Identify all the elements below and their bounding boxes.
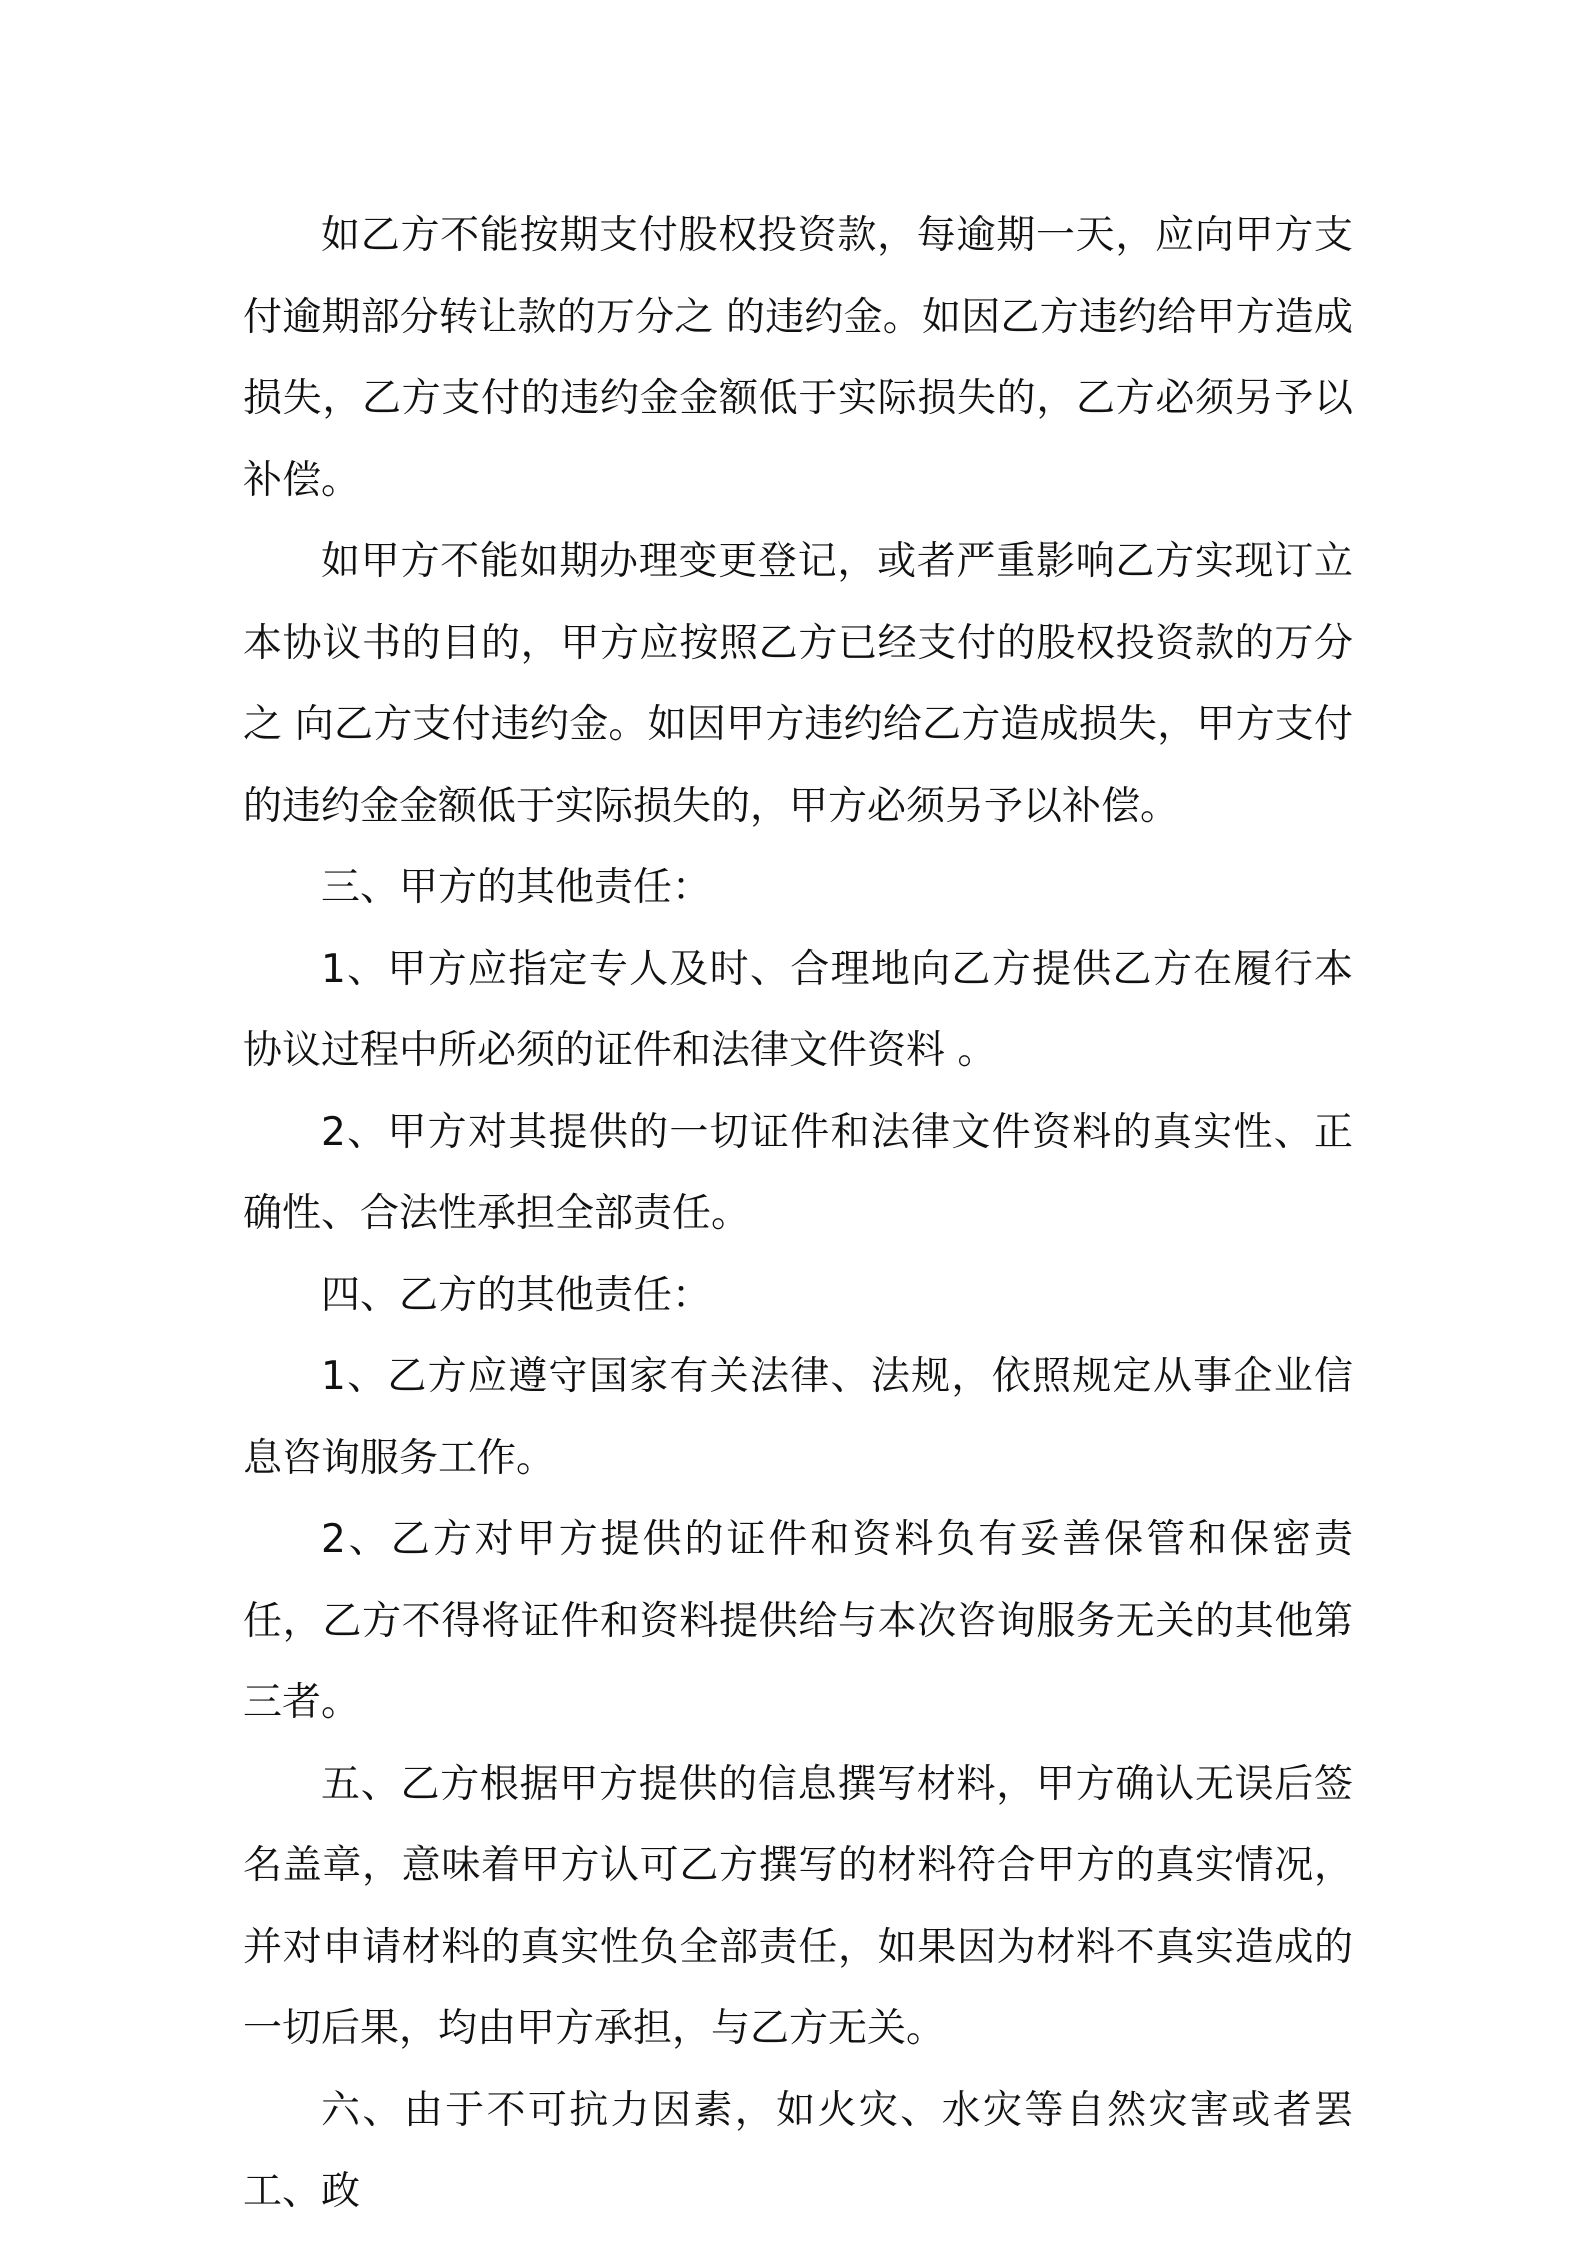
section-heading-party-b-duties: 四、乙方的其他责任： — [321, 1272, 712, 1318]
document-body — [243, 195, 1353, 2233]
paragraph-party-a-duty-1: 1、甲方应指定专人及时、合理地向乙方提供乙方在履行本协议过程中所必须的证件和法律文件资料 。 — [243, 946, 1353, 1073]
paragraph-party-a-duty-2: 2、甲方对其提供的一切证件和法律文件资料的真实性、正确性、合法性承担全部责任。 — [243, 1109, 1353, 1236]
paragraph-party-b-duty-1: 1、乙方应遵守国家有关法律、法规，依照规定从事企业信息咨询服务工作。 — [243, 1354, 1353, 1481]
paragraph-party-b-duty-2: 2、乙方对甲方提供的证件和资料负有妥善保管和保密责任，乙方不得将证件和资料提供给与本次咨询服务无关的其他第三者。 — [243, 1517, 1353, 1725]
paragraph-late-registration-party-a: 如甲方不能如期办理变更登记，或者严重影响乙方实现订立本协议书的目的，甲方应按照乙方已经支付的股权投资款的万分之 向乙方支付违约金。如因甲方违约给乙方造成损失，甲方支付的违约金金额低于实际损失的，甲方必须另予以补偿。 — [243, 539, 1353, 829]
paragraph-clause-6: 六、由于不可抗力因素，如火灾、水灾等自然灾害或者罢工、政 — [243, 2087, 1353, 2214]
paragraph-clause-5: 五、乙方根据甲方提供的信息撰写材料，甲方确认无误后签名盖章，意味着甲方认可乙方撰写的材料符合甲方的真实情况，并对申请材料的真实性负全部责任，如果因为材料不真实造成的一切后果，均由甲方承担，与乙方无关。 — [243, 1761, 1353, 2051]
paragraph-late-payment-party-b: 如乙方不能按期支付股权投资款，每逾期一天，应向甲方支付逾期部分转让款的万分之 的违约金。如因乙方违约给甲方造成损失，乙方支付的违约金金额低于实际损失的，乙方必须另予以补偿。 — [243, 213, 1353, 503]
section-heading-party-a-duties: 三、甲方的其他责任： — [321, 865, 712, 910]
